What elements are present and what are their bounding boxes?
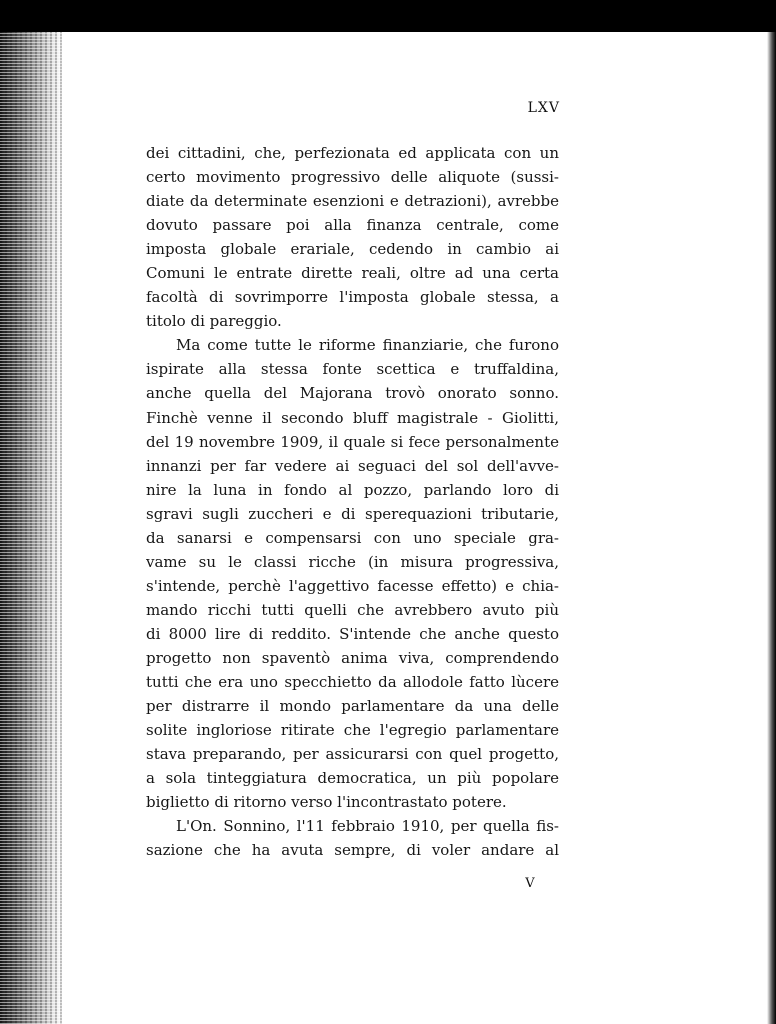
text-line: facoltà di sovrimporre l'imposta globale stessa, a: [146, 288, 559, 307]
text-line: progetto non spaventò anima viva, comprendendo: [146, 648, 559, 667]
scan-top-border: [0, 0, 776, 32]
text-line: innanzi per far vedere ai seguaci del sol dell'avve-: [146, 456, 559, 475]
text-line: imposta globale erariale, cedendo in cambio ai: [146, 240, 559, 259]
text-line: mando ricchi tutti quelli che avrebbero avuto più: [146, 600, 559, 619]
text-line: nire la luna in fondo al pozzo, parlando loro di: [146, 480, 559, 499]
text-line: certo movimento progressivo delle aliquote (sussi-: [146, 168, 559, 187]
text-line: vame su le classi ricche (in misura progressiva,: [146, 552, 559, 571]
text-line: diate da determinate esenzioni e detrazioni), avrebbe: [146, 192, 559, 211]
text-line: del 19 novembre 1909, il quale si fece personalmente: [146, 432, 559, 451]
body-text: [146, 141, 559, 862]
text-line: L'On. Sonnino, l'11 febbraio 1910, per quella fis-: [176, 817, 559, 836]
text-line: da sanarsi e compensarsi con uno speciale gra-: [146, 528, 559, 547]
text-line: dovuto passare poi alla finanza centrale, come: [146, 216, 559, 235]
text-line: anche quella del Majorana trovò onorato sonno.: [146, 384, 559, 403]
text-line: dei cittadini, che, perfezionata ed applicata con un: [146, 144, 559, 162]
text-line: titolo di pareggio.: [146, 312, 282, 331]
scan-right-edge-shadow: [767, 32, 776, 1024]
text-line: stava preparando, per assicurarsi con quel progetto,: [146, 745, 559, 764]
text-line: ispirate alla stessa fonte scettica e truffaldina,: [146, 360, 559, 379]
text-line: sgravi sugli zuccheri e di sperequazioni tributarie,: [146, 504, 559, 523]
text-line: sazione che ha avuta sempre, di voler andare al: [146, 841, 559, 860]
scan-left-edge-shadow: [0, 32, 62, 1024]
text-line: biglietto di ritorno verso l'incontrastato potere.: [146, 793, 507, 812]
page-number: LXV: [527, 100, 560, 116]
text-line: Finchè venne il secondo bluff magistrale - Giolitti,: [146, 408, 559, 427]
text-line: di 8000 lire di reddito. S'intende che anche questo: [146, 624, 559, 643]
text-line: s'intende, perchè l'aggettivo facesse effetto) e chia-: [146, 576, 559, 595]
text-line: per distrarre il mondo parlamentare da una delle: [146, 697, 559, 716]
text-line: solite ingloriose ritirate che l'egregio parlamentare: [146, 721, 559, 740]
signature-mark: V: [525, 876, 535, 891]
text-line: Ma come tutte le riforme finanziarie, che furono: [176, 336, 559, 355]
text-line: a sola tinteggiatura democratica, un più popolare: [146, 769, 559, 788]
text-line: tutti che era uno specchietto da allodole fatto lùcere: [146, 673, 559, 692]
text-line: Comuni le entrate dirette reali, oltre ad una certa: [146, 264, 559, 283]
